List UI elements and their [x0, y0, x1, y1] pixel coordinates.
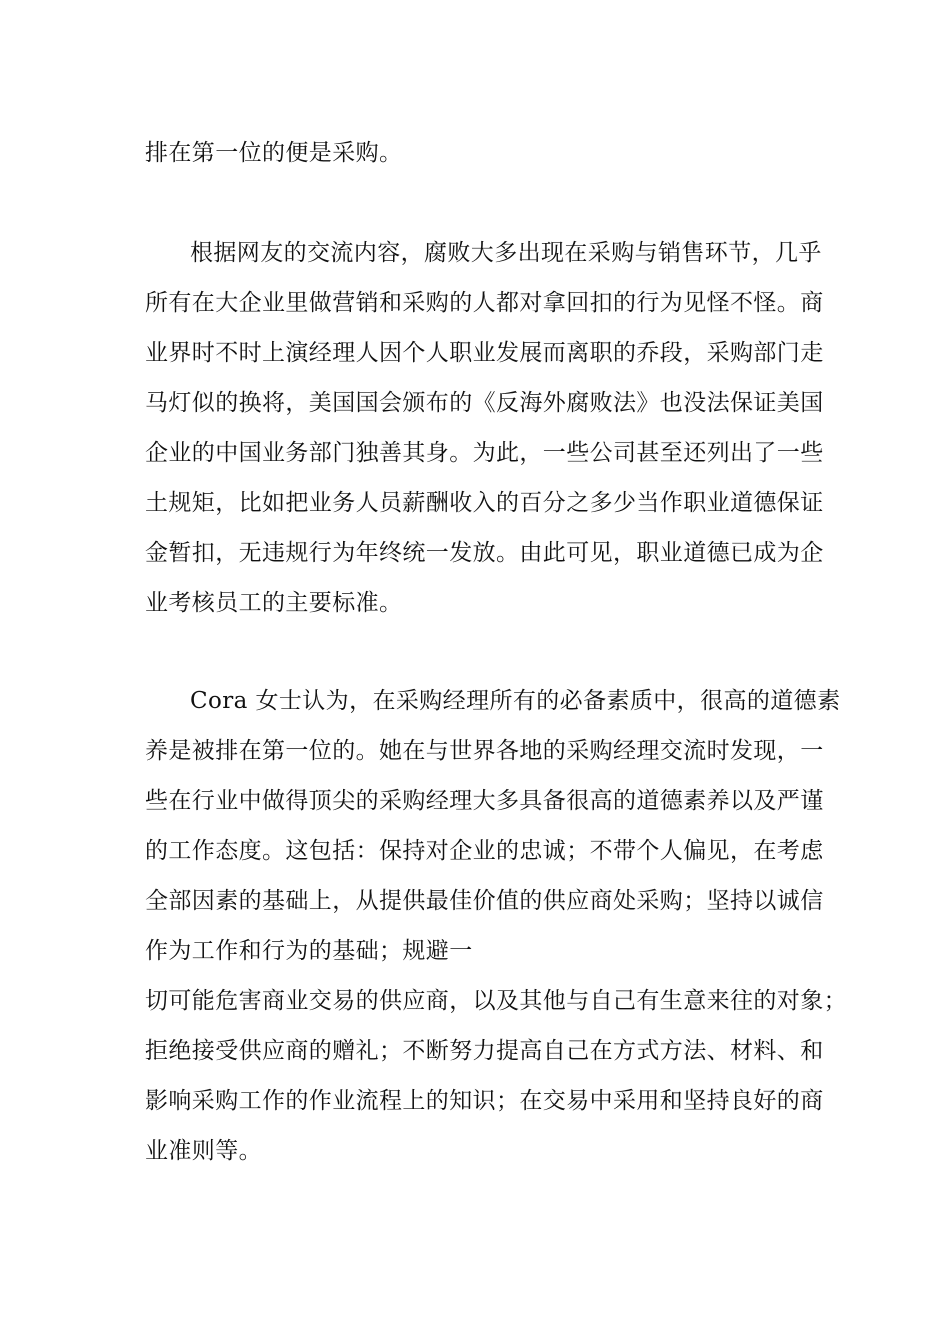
- paragraph-2-line-8: 业考核员工的主要标准。: [145, 590, 403, 616]
- paragraph-2-line-7: 金暂扣，无违规行为年终统一发放。由此可见，职业道德已成为企: [145, 540, 824, 566]
- paragraph-2-line-1: 根据网友的交流内容，腐败大多出现在采购与销售环节，几乎: [190, 240, 822, 266]
- paragraph-3-line-9: 影响采购工作的作业流程上的知识；在交易中采用和坚持良好的商: [145, 1088, 824, 1114]
- paragraph-3-line-8: 拒绝接受供应商的赠礼；不断努力提高自己在方式方法、材料、和: [145, 1038, 824, 1064]
- paragraph-2-line-5: 企业的中国业务部门独善其身。为此，一些公司甚至还列出了一些: [145, 440, 824, 466]
- paragraph-3-line-2: 养是被排在第一位的。她在与世界各地的采购经理交流时发现，一: [145, 738, 824, 764]
- paragraph-3-line-1: Cora 女士认为，在采购经理所有的必备素质中，很高的道德素: [190, 688, 841, 714]
- paragraph-3-line-3: 些在行业中做得顶尖的采购经理大多具备很高的道德素养以及严谨: [145, 788, 824, 814]
- paragraph-2-line-4: 马灯似的换将，美国国会颁布的《反海外腐败法》也没法保证美国: [145, 390, 824, 416]
- paragraph-2-line-2: 所有在大企业里做营销和采购的人都对拿回扣的行为见怪不怪。商: [145, 290, 824, 316]
- paragraph-3-line-6: 作为工作和行为的基础；规避一: [145, 938, 473, 964]
- paragraph-2-line-6: 土规矩，比如把业务人员薪酬收入的百分之多少当作职业道德保证: [145, 490, 824, 516]
- paragraph-1-line-1: 排在第一位的便是采购。: [145, 140, 403, 166]
- paragraph-2-line-3: 业界时不时上演经理人因个人职业发展而离职的乔段，采购部门走: [145, 340, 824, 366]
- paragraph-3-line-5: 全部因素的基础上，从提供最佳价值的供应商处采购；坚持以诚信: [145, 888, 824, 914]
- paragraph-3-line-7: 切可能危害商业交易的供应商，以及其他与自己有生意来往的对象；: [145, 988, 847, 1014]
- paragraph-3-line-10: 业准则等。: [145, 1138, 262, 1164]
- paragraph-3-line-4: 的工作态度。这包括：保持对企业的忠诚；不带个人偏见，在考虑: [145, 838, 824, 864]
